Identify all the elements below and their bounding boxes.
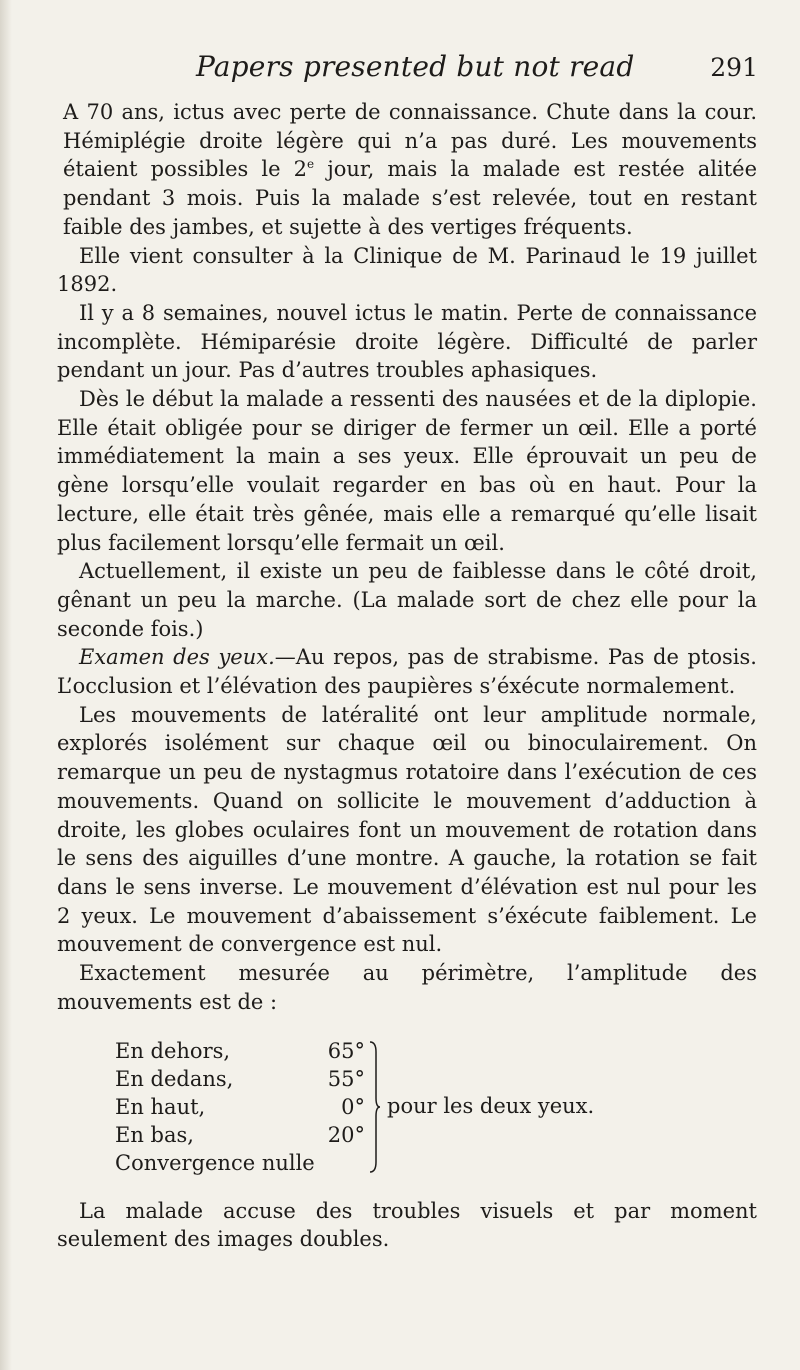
paragraph-consultation: Elle vient consulter à la Clinique de M. Parinaud le 19 juillet 1892. — [57, 243, 757, 297]
measurement-row — [115, 1121, 365, 1149]
right-brace-icon — [369, 1040, 381, 1174]
page-body — [57, 98, 757, 1254]
measurement-table — [115, 1037, 365, 1177]
paragraph-new-ictus: Il y a 8 semaines, nouvel ictus le matin. Perte de connaissance incomplète. Hémiparésie droite légère. Difficulté de parler pendant un jour. Pas d’autres troubles aphasiques. — [57, 300, 757, 383]
measurement-label: En bas, — [115, 1122, 194, 1147]
measurement-block — [115, 1037, 757, 1177]
measurement-row — [115, 1093, 365, 1121]
superscript: e — [307, 157, 315, 172]
running-head: Papers presented but not read — [196, 50, 635, 83]
measurement-label: En haut, — [115, 1094, 206, 1119]
measurement-value: 65° — [327, 1038, 365, 1063]
paragraph-case-history — [57, 98, 757, 242]
measurement-label: En dehors, — [115, 1038, 231, 1063]
paragraph-current-state: Actuellement, il existe un peu de faiblesse dans le côté droit, gênant un peu la marche. (La malade sort de chez elle pour la seconde fois.) — [57, 559, 757, 641]
measurement-convergence: Convergence nulle — [115, 1150, 315, 1175]
measurement-row — [115, 1065, 365, 1093]
brace-note: pour les deux yeux. — [387, 1094, 595, 1119]
measurement-value: 20° — [327, 1122, 365, 1147]
measurement-label: En dedans, — [115, 1066, 234, 1091]
page-spine-shadow — [0, 0, 12, 1370]
paragraph-text: A 70 ans, ictus avec perte de connaissance. Chute dans la cour. Hémiplégie droite légère qui n’a pas duré. Les mouvements étaient possibles le 2 — [63, 100, 757, 182]
page-header — [0, 50, 760, 90]
measurement-value: 0° — [341, 1094, 365, 1119]
paragraph-perimeter: Exactement mesurée au périmètre, l’amplitude des mouvements est de : — [57, 961, 757, 1014]
paragraph-text: —Au repos, pas de strabisme. Pas de ptosis. L’occlusion et l’élévation des paupières s’éxécute normalement. — [57, 645, 757, 699]
measurement-value: 55° — [327, 1066, 365, 1091]
paragraph-lateral-movements: Les mouvements de latéralité ont leur amplitude normale, explorés isolément sur chaque œil ou binoculairement. On remarque un peu de nystagmus rotatoire dans l’exécution de ces mouvements. Quand on sollicite le mouvement d’adduction à droite, les globes oculaires font un mouvement de rotation dans le sens des aiguilles d’une montre. A gauche, la rotation se fait dans le sens inverse. Le mouvement d’élévation est nul pour les 2 yeux. Le mouvement d’abaissement s’éxécute faiblement. Le mouvement de convergence est nul. — [57, 702, 757, 957]
page-number: 291 — [710, 53, 758, 82]
measurement-row — [115, 1149, 365, 1177]
measurement-row — [115, 1037, 365, 1065]
paragraph-diplopia: Dès le début la malade a ressenti des nausées et de la diplopie. Elle était obligée pour se diriger de fermer un œil. Elle a porté immédiatement la main a ses yeux. Elle éprouvait un peu de gène lorsqu’elle voulait regarder en bas où en haut. Pour la lecture, elle était très gênée, mais elle a remarqué qu’elle lisait plus facilement lorsqu’elle fermait un œil. — [57, 387, 757, 555]
paragraph-eye-exam — [57, 643, 757, 700]
paragraph-text: jour, mais la malade est restée alitée pendant 3 mois. Puis la malade s’est relevée, tout en restant faible des jambes, et sujette à des vertiges fréquents. — [63, 157, 758, 239]
paragraph-visual-troubles: La malade accuse des troubles visuels et par moment seulement des images doubles. — [57, 1198, 757, 1252]
eye-exam-heading: Examen des yeux. — [79, 645, 275, 670]
